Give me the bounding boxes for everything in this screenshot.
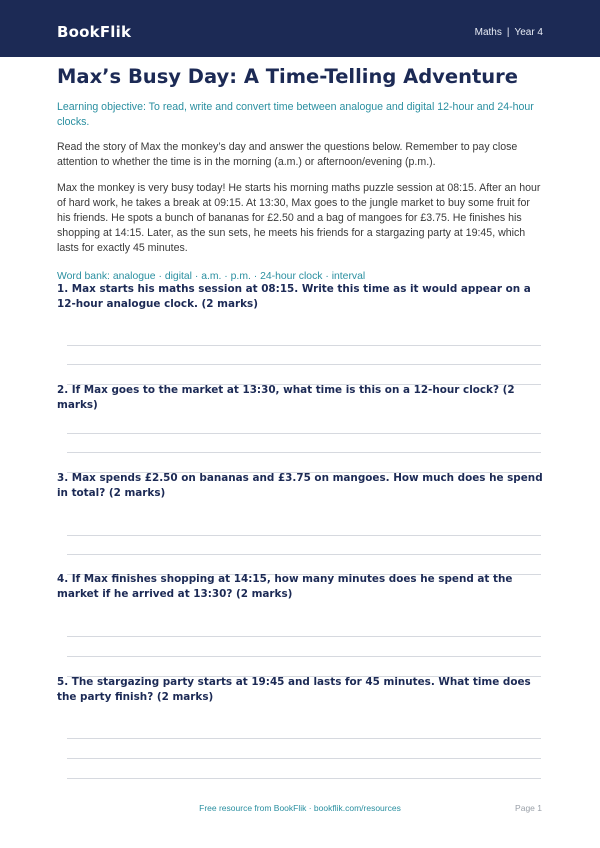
story-paragraph: Max the monkey is very busy today! He starts his morning maths puzzle session at 08:15. After an hour of hard work, he takes a break at 09:15. At 13:30, Max goes to the jungle market to buy some fruit for his friends. He spots a bunch of bananas for £2.50 and a bag of mangoes for £3.75. He finishes his shopping at 14:15. Later, as the sun sets, he meets his friends for a stargazing party at 19:45, which lasts for exactly 45 minutes. (57, 182, 541, 254)
answer-line[interactable] (67, 554, 541, 555)
subject-year-label (475, 27, 543, 39)
page-footer (0, 802, 600, 814)
question-2: 2. If Max goes to the market at 13:30, what time is this on a 12-hour clock? (2 marks) (57, 384, 515, 411)
meta-separator: | (506, 27, 510, 38)
word-bank: Word bank: analogue · digital · a.m. · p.m. · 24-hour clock · interval (57, 271, 366, 282)
question-3: 3. Max spends £2.50 on bananas and £3.75 on mangoes. How much does he spend in total? (2 marks) (57, 472, 543, 499)
year-label: Year 4 (514, 27, 543, 38)
footer-source-link[interactable]: Free resource from BookFlik · bookflik.com/resources (199, 803, 401, 813)
top-header-bar (0, 0, 600, 57)
instructions-paragraph: Read the story of Max the monkey’s day and answer the questions below. Remember to pay close attention to whether the time is in the morning (a.m.) or afternoon/evening (p.m.). (57, 141, 518, 168)
answer-line[interactable] (67, 656, 541, 657)
answer-line[interactable] (67, 778, 541, 779)
question-1: 1. Max starts his maths session at 08:15. Write this time as it would appear on a 12-hour analogue clock. (2 marks) (57, 283, 531, 310)
learning-objective: Learning objective: To read, write and convert time between analogue and digital 12-hour and 24-hour clocks. (57, 101, 534, 128)
question-4: 4. If Max finishes shopping at 14:15, how many minutes does he spend at the market if he arrived at 13:30? (2 marks) (57, 573, 513, 600)
answer-line[interactable] (67, 452, 541, 453)
answer-line[interactable] (67, 535, 541, 536)
brand-logo: BookFlik (57, 23, 132, 41)
question-5: 5. The stargazing party starts at 19:45 and lasts for 45 minutes. What time does the party finish? (2 marks) (57, 676, 531, 703)
answer-line[interactable] (67, 738, 541, 739)
answer-line[interactable] (67, 636, 541, 637)
page-number: Page 1 (515, 803, 542, 813)
answer-line[interactable] (67, 364, 541, 365)
worksheet-title: Max’s Busy Day: A Time-Telling Adventure (57, 65, 519, 88)
worksheet-intro (57, 65, 543, 284)
answer-line[interactable] (67, 758, 541, 759)
answer-line[interactable] (67, 433, 541, 434)
subject-label: Maths (474, 27, 502, 38)
answer-line[interactable] (67, 345, 541, 346)
